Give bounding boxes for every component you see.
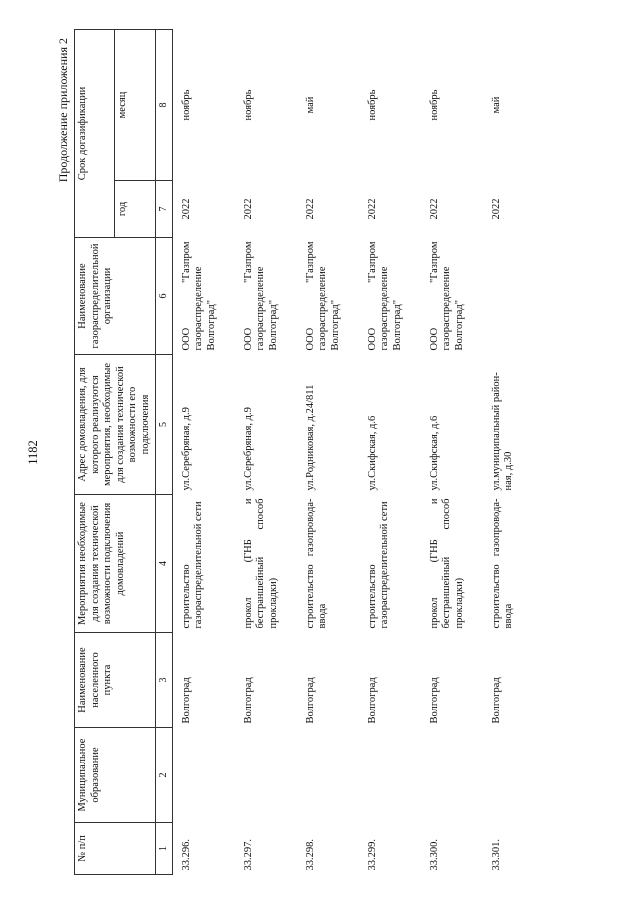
column-number: 1 <box>155 823 172 875</box>
municipality-cell <box>235 728 297 823</box>
month-cell: май <box>304 96 316 114</box>
address-cell: ул.Родниковая, д.24/811 <box>304 384 316 491</box>
column-number: 2 <box>155 728 172 823</box>
address-cell: ул.Скифская, д.6 <box>428 415 440 491</box>
settlement-cell: Волгоград <box>366 677 378 724</box>
header-number: № п/п <box>75 823 156 875</box>
gas-org-cell: ООО "Газпром газораспределение Волгоград" <box>180 241 217 351</box>
header-municipality: Муниципальное образование <box>75 728 156 823</box>
row-number: 33.299. <box>366 839 378 871</box>
year-cell: 2022 <box>242 198 254 220</box>
header-gas-org: Наименование газораспределительной организации <box>75 238 156 355</box>
gas-org-cell: ООО "Газпром газораспределение Волгоград" <box>242 241 279 351</box>
column-number: 5 <box>155 355 172 495</box>
month-cell: ноябрь <box>428 89 440 121</box>
month-cell: ноябрь <box>242 89 254 121</box>
year-cell: 2022 <box>366 198 378 220</box>
municipality-cell <box>172 728 235 823</box>
header-year: год <box>115 181 155 238</box>
row-number: 33.297. <box>242 839 254 871</box>
table-row <box>483 29 545 874</box>
measure-cell: строительство газораспределительной сети <box>180 501 205 629</box>
column-number: 8 <box>155 29 172 180</box>
year-cell: 2022 <box>428 198 440 220</box>
settlement-cell: Волгоград <box>304 677 316 724</box>
column-number: 6 <box>155 238 172 355</box>
table-row <box>235 29 297 874</box>
municipality-cell <box>483 728 545 823</box>
address-cell: ул.Серебряная, д.9 <box>242 407 254 491</box>
year-cell: 2022 <box>490 198 502 220</box>
column-number-row <box>155 29 172 874</box>
table-row <box>172 29 235 874</box>
table-row <box>359 29 421 874</box>
measure-cell: строительство газораспределительной сети <box>366 501 391 629</box>
settlement-cell: Волгоград <box>180 677 192 724</box>
address-cell: ул.муниципальный район-ная, д.30 <box>490 372 515 491</box>
municipality-cell <box>421 728 483 823</box>
header-measures: Мероприятия необходимые для создания технической возможности подключения домовладений <box>75 495 156 633</box>
row-number: 33.301. <box>490 839 502 871</box>
appendix-table <box>74 29 545 875</box>
table-row <box>297 29 359 874</box>
gas-org-cell: ООО "Газпром газораспределение Волгоград" <box>428 241 465 351</box>
settlement-cell: Волгоград <box>428 677 440 724</box>
column-number: 7 <box>155 181 172 238</box>
municipality-cell <box>297 728 359 823</box>
row-number: 33.300. <box>428 839 440 871</box>
column-number: 3 <box>155 633 172 728</box>
year-cell: 2022 <box>180 198 192 220</box>
settlement-cell: Волгоград <box>490 677 502 724</box>
municipality-cell <box>359 728 421 823</box>
continuation-note: Продолжение приложения 2 <box>56 38 70 183</box>
header-settlement: Наименование населенного пункта <box>75 633 156 728</box>
address-cell: ул.Скифская, д.6 <box>366 415 378 491</box>
month-cell: ноябрь <box>180 89 192 121</box>
measure-cell: прокол (ГНБ и бестраншейный способ прокладки) <box>428 498 465 629</box>
header-deadline: Срок догазификации <box>75 29 115 237</box>
gas-org-cell: ООО "Газпром газораспределение Волгоград" <box>366 241 403 351</box>
month-cell: ноябрь <box>366 89 378 121</box>
rotated-content <box>20 30 610 875</box>
year-cell: 2022 <box>304 198 316 220</box>
page-number: 1182 <box>26 440 40 465</box>
measure-cell: строительство газопровода-ввода <box>490 498 515 629</box>
row-number: 33.296. <box>180 839 192 871</box>
column-number: 4 <box>155 495 172 633</box>
month-cell: май <box>490 96 502 114</box>
measure-cell: строительство газопровода-ввода <box>304 498 329 629</box>
table-row <box>421 29 483 874</box>
measure-cell: прокол (ГНБ и бестраншейный способ прокладки) <box>242 498 279 629</box>
header-address: Адрес домовладения, для которого реализуются мероприятия, необходимые для создания технической возможности его подключения <box>75 355 156 495</box>
row-number: 33.298. <box>304 839 316 871</box>
header-month: месяц <box>115 29 155 180</box>
settlement-cell: Волгоград <box>242 677 254 724</box>
address-cell: ул.Серебряная, д.9 <box>180 407 192 491</box>
gas-org-cell: ООО "Газпром газораспределение Волгоград" <box>304 241 341 351</box>
gas-org-cell <box>483 238 545 355</box>
